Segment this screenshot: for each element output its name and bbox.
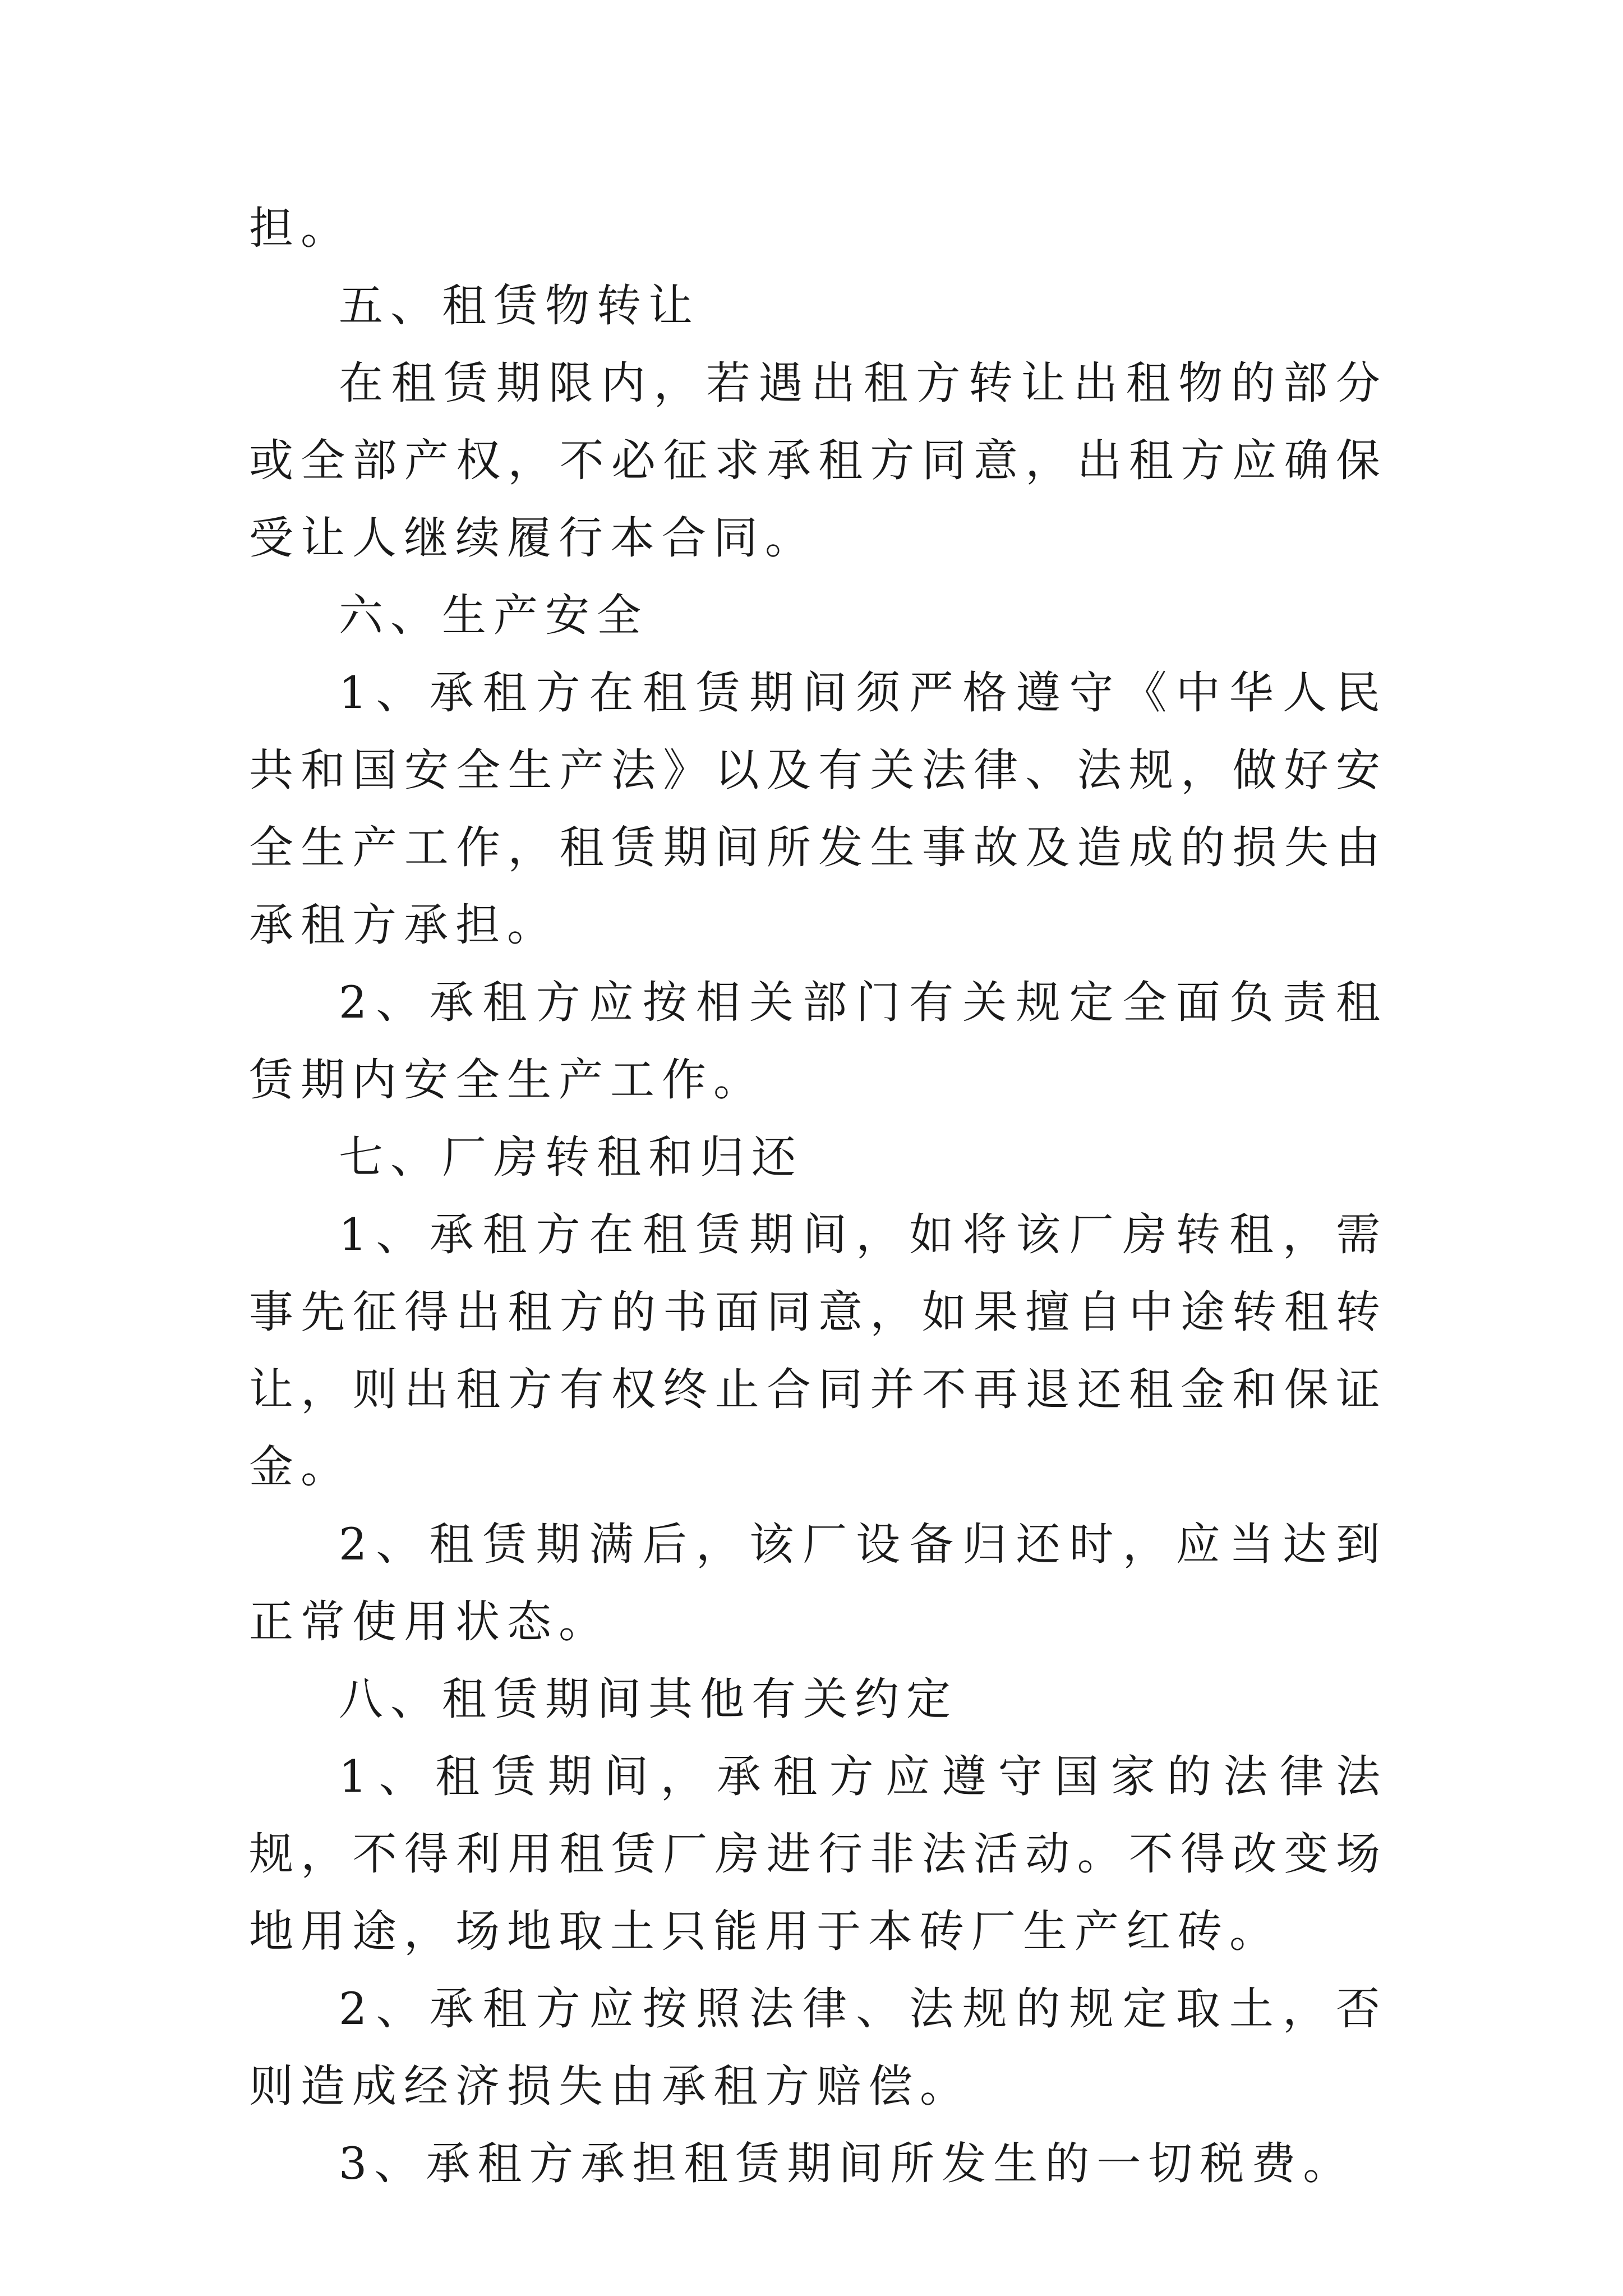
paragraph-6-2: 2、承租方应按相关部门有关规定全面负责租赁期内安全生产工作。 [249,977,1387,1106]
section-heading-8: 八、租赁期间其他有关约定 [339,1673,958,1725]
paragraph-5-body: 在租赁期限内，若遇出租方转让出租物的部分或全部产权，不必征求承租方同意，出租方应确保受让人继续履行本合同。 [249,357,1387,564]
paragraph-6-1: 1、承租方在租赁期间须严格遵守《中华人民共和国安全生产法》以及有关法律、法规，做好安全生产工作，租赁期间所发生事故及造成的损失由承租方承担。 [249,667,1387,951]
paragraph-7-1: 1、承租方在租赁期间，如将该厂房转租，需事先征得出租方的书面同意，如果擅自中途转租转让，则出租方有权终止合同并不再退还租金和保证金。 [249,1209,1387,1493]
paragraph-7-2: 2、租赁期满后，该厂设备归还时，应当达到正常使用状态。 [249,1519,1387,1648]
section-heading-5: 五、租赁物转让 [339,280,700,332]
paragraph-8-2: 2、承租方应按照法律、法规的规定取土，否则造成经济损失由承租方赔偿。 [249,1983,1387,2112]
section-heading-6: 六、生产安全 [339,590,648,641]
paragraph-continuation: 担。 [249,203,352,254]
paragraph-8-3: 3、承租方承担租赁期间所发生的一切税费。 [339,2138,1355,2189]
section-heading-7: 七、厂房转租和归还 [339,1131,803,1183]
document-body [249,190,1387,2202]
paragraph-8-1: 1、租赁期间，承租方应遵守国家的法律法规，不得利用租赁厂房进行非法活动。不得改变场地用途，场地取土只能用于本砖厂生产红砖。 [249,1751,1387,1957]
